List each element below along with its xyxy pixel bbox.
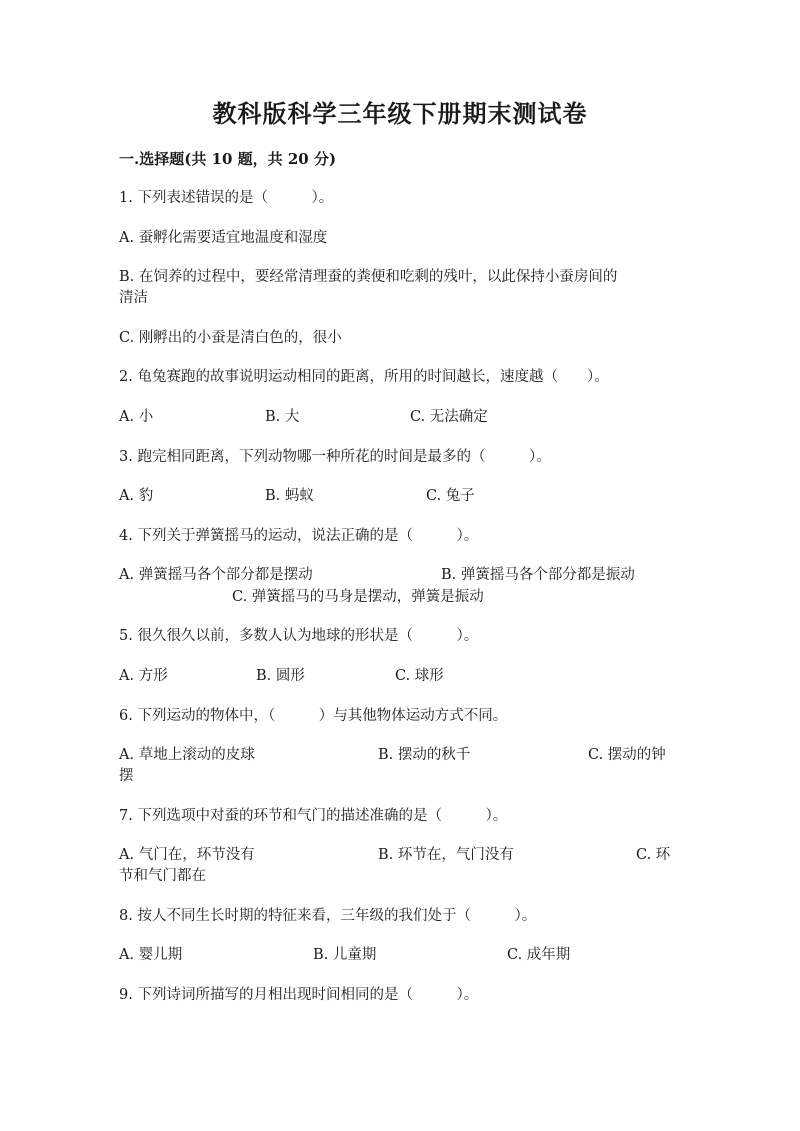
question-3-option-b[interactable]: B. 蚂蚁 — [265, 488, 314, 504]
question-1-option-c[interactable]: C. 刚孵出的小蚕是清白色的，很小 — [119, 330, 342, 346]
question-8-option-a[interactable]: A. 婴儿期 — [119, 947, 183, 963]
question-1-stem: 1. 下列表述错误的是（ ）。 — [119, 190, 334, 206]
question-4-option-c[interactable]: C. 弹簧摇马的马身是摆动，弹簧是振动 — [232, 589, 484, 605]
question-8-option-b[interactable]: B. 儿童期 — [313, 947, 377, 963]
question-6-option-c[interactable]: C. 摆动的钟 — [588, 747, 666, 763]
question-5-option-b[interactable]: B. 圆形 — [256, 668, 305, 684]
question-7-option-c-cont[interactable]: 节和气门都在 — [119, 868, 206, 884]
question-6-option-a[interactable]: A. 草地上滚动的皮球 — [119, 747, 255, 763]
question-7-stem: 7. 下列选项中对蚕的环节和气门的描述准确的是（ ）。 — [119, 808, 508, 824]
question-2-option-a[interactable]: A. 小 — [119, 409, 154, 425]
question-3-option-a[interactable]: A. 豹 — [119, 488, 154, 504]
question-2-option-c[interactable]: C. 无法确定 — [410, 409, 488, 425]
question-7-option-a[interactable]: A. 气门在，环节没有 — [119, 847, 255, 863]
question-3-option-c[interactable]: C. 兔子 — [426, 488, 475, 504]
section-heading: 一.选择题(共 10 题，共 20 分) — [119, 150, 337, 168]
question-1-option-b-cont[interactable]: 清洁 — [119, 290, 148, 306]
question-4-option-b[interactable]: B. 弹簧摇马各个部分都是振动 — [441, 567, 635, 583]
question-8-option-c[interactable]: C. 成年期 — [507, 947, 571, 963]
question-7-option-c[interactable]: C. 环 — [636, 847, 671, 863]
question-4-option-a[interactable]: A. 弹簧摇马各个部分都是摆动 — [119, 567, 313, 583]
question-1-option-b[interactable]: B. 在饲养的过程中，要经常清理蚕的粪便和吃剩的残叶，以此保持小蚕房间的 — [119, 269, 618, 285]
question-1-option-a[interactable]: A. 蚕孵化需要适宜地温度和湿度 — [119, 230, 328, 246]
question-6-option-c-cont[interactable]: 摆 — [119, 768, 134, 784]
page-title: 教科版科学三年级下册期末测试卷 — [212, 99, 588, 128]
question-5-option-c[interactable]: C. 球形 — [395, 668, 444, 684]
question-9-stem: 9. 下列诗词所描写的月相出现时间相同的是（ ）。 — [119, 987, 479, 1003]
question-6-stem: 6. 下列运动的物体中，（ ）与其他物体运动方式不同。 — [119, 708, 508, 724]
question-3-stem: 3. 跑完相同距离，下列动物哪一种所花的时间是最多的（ ）。 — [119, 449, 551, 465]
question-6-option-b[interactable]: B. 摆动的秋千 — [378, 747, 471, 763]
question-5-option-a[interactable]: A. 方形 — [119, 668, 168, 684]
question-4-stem: 4. 下列关于弹簧摇马的运动，说法正确的是（ ）。 — [119, 528, 479, 544]
question-2-option-b[interactable]: B. 大 — [265, 409, 300, 425]
question-8-stem: 8. 按人不同生长时期的特征来看，三年级的我们处于（ ）。 — [119, 908, 537, 924]
question-5-stem: 5. 很久很久以前，多数人认为地球的形状是（ ）。 — [119, 628, 479, 644]
question-2-stem: 2. 龟兔赛跑的故事说明运动相同的距离，所用的时间越长，速度越（ ）。 — [119, 369, 609, 385]
question-7-option-b[interactable]: B. 环节在，气门没有 — [378, 847, 514, 863]
